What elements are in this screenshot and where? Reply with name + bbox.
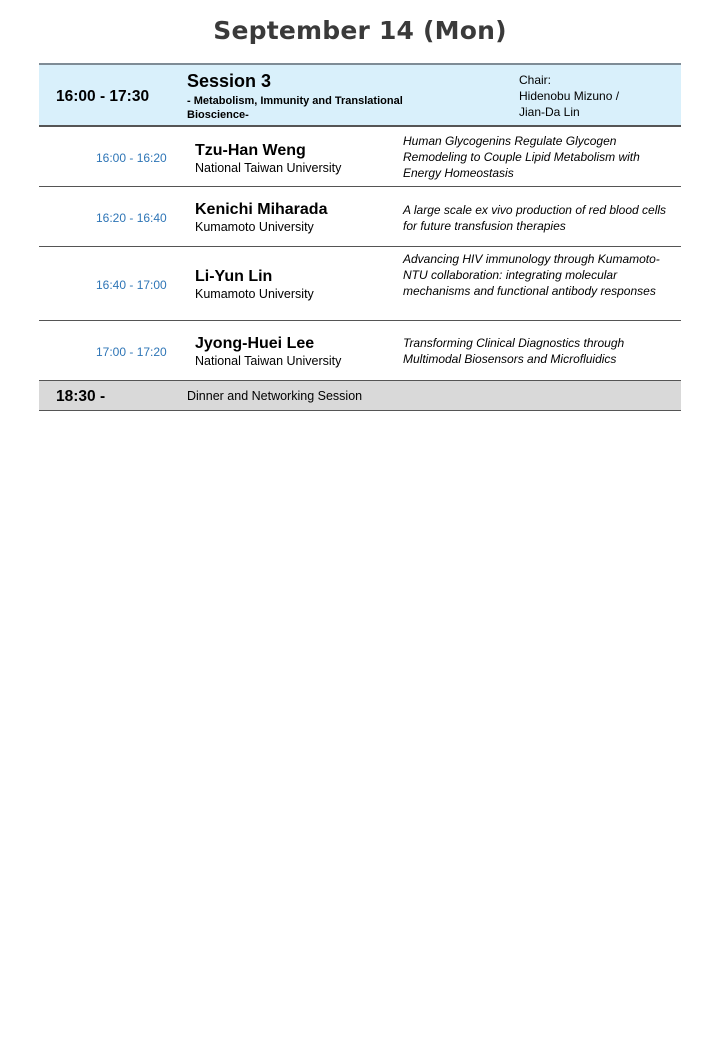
talk-time: 16:20 - 16:40 xyxy=(96,211,167,225)
session-subtitle: - Metabolism, Immunity and Translational Bioscience- xyxy=(187,95,403,121)
speaker-affiliation: Kumamoto University xyxy=(195,287,314,301)
talk-row xyxy=(39,187,681,247)
session-title: Session 3 xyxy=(187,71,272,91)
session-time: 16:00 - 17:30 xyxy=(56,88,150,105)
talk-speaker xyxy=(195,334,341,369)
session-chair xyxy=(519,72,619,120)
speaker-name: Tzu-Han Weng xyxy=(195,142,306,159)
talk-row xyxy=(39,321,681,381)
talk-speaker xyxy=(195,267,314,302)
talk-row xyxy=(39,247,681,321)
talk-speaker xyxy=(195,200,327,235)
chair-label: Chair: xyxy=(519,73,552,87)
talk-title: Advancing HIV immunology through Kumamoto-NTU collaboration: integrating molecular mechanisms and functional antibody responses xyxy=(403,252,660,298)
talk-speaker xyxy=(195,141,341,176)
talk-title: Transforming Clinical Diagnostics through Multimodal Biosensors and Microfluidics xyxy=(403,336,625,366)
session-header xyxy=(39,63,681,127)
dinner-time: 18:30 - xyxy=(56,388,106,405)
speaker-affiliation: National Taiwan University xyxy=(195,354,342,368)
speaker-name: Li-Yun Lin xyxy=(195,268,273,285)
speaker-name: Jyong-Huei Lee xyxy=(195,335,315,352)
chair-name: Hidenobu Mizuno / xyxy=(519,89,620,103)
page-title: September 14 (Mon) xyxy=(213,16,507,45)
talk-time: 17:00 - 17:20 xyxy=(96,345,167,359)
dinner-row xyxy=(39,381,681,411)
talk-time: 16:00 - 16:20 xyxy=(96,151,167,165)
speaker-affiliation: National Taiwan University xyxy=(195,161,342,175)
speaker-name: Kenichi Miharada xyxy=(195,201,328,218)
talk-row xyxy=(39,127,681,187)
talk-title: Human Glycogenins Regulate Glycogen Remodeling to Couple Lipid Metabolism with Energy Homeostasis xyxy=(403,134,640,180)
talk-time: 16:40 - 17:00 xyxy=(96,278,167,292)
schedule-table xyxy=(39,63,681,411)
chair-name: Jian-Da Lin xyxy=(519,105,580,119)
dinner-label: Dinner and Networking Session xyxy=(187,389,363,403)
talk-title: A large scale ex vivo production of red blood cells for future transfusion therapies xyxy=(403,203,667,233)
speaker-affiliation: Kumamoto University xyxy=(195,220,314,234)
